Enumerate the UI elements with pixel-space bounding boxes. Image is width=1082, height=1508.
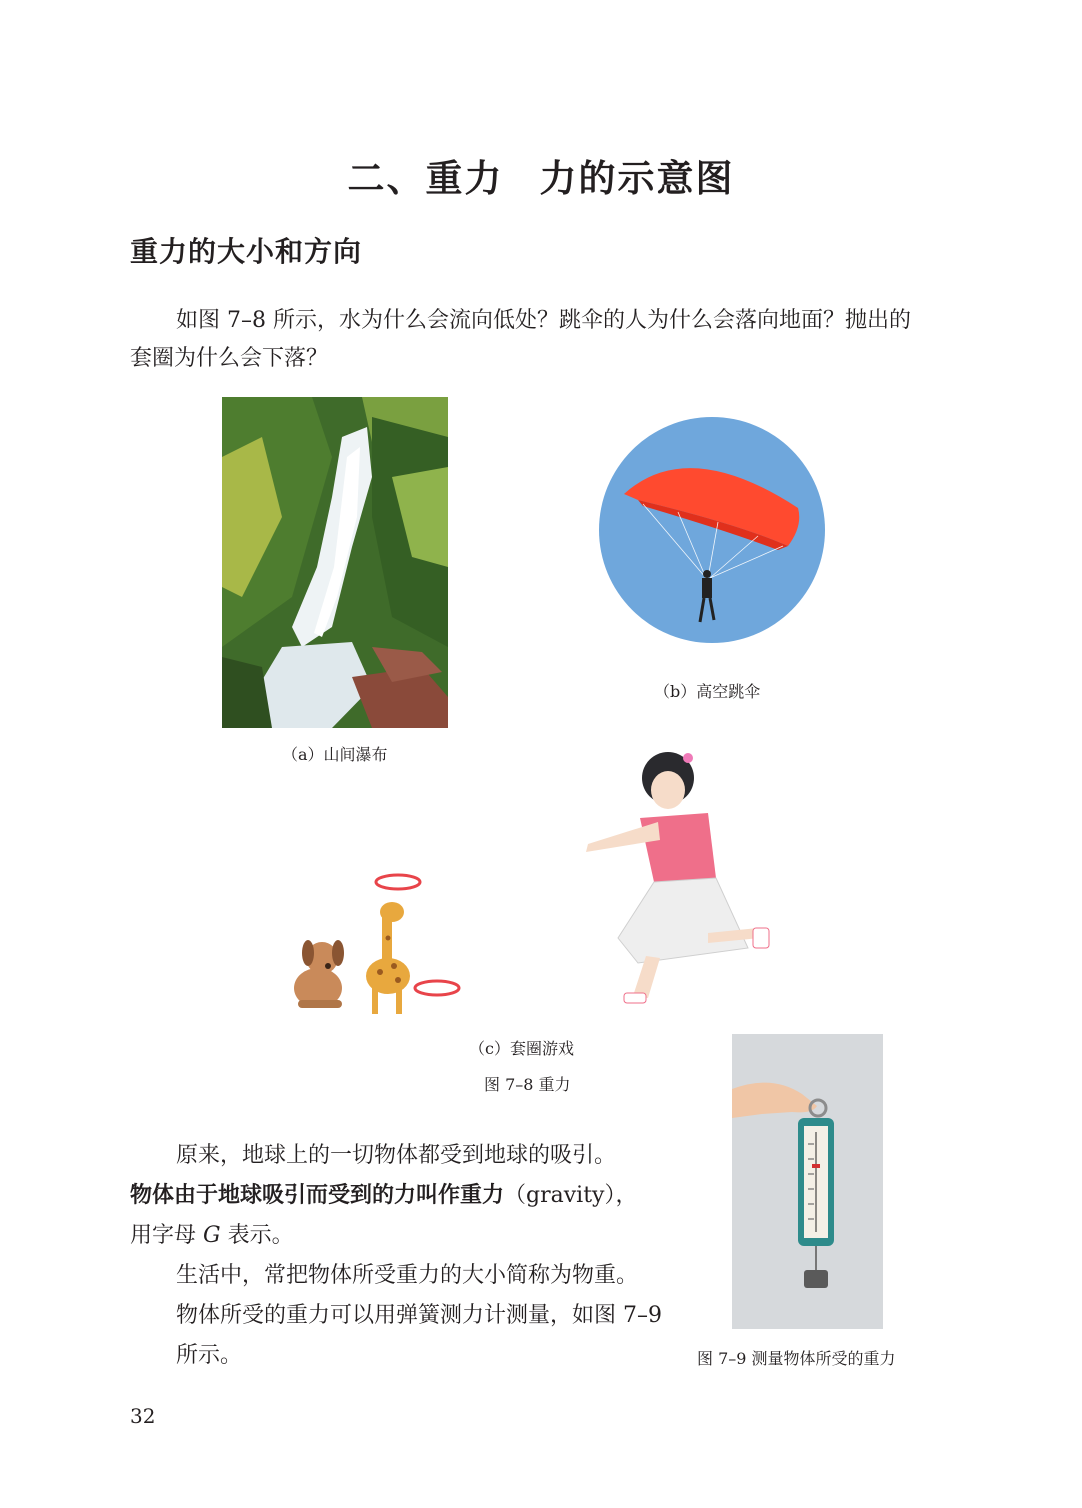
body-line-3 — [130, 1216, 690, 1256]
gravity-english: （gravity）， — [504, 1183, 638, 1208]
ring-toss-image — [288, 748, 788, 1018]
section-heading: 重力的大小和方向 — [130, 235, 363, 268]
intro-paragraph — [130, 302, 930, 378]
spring-scale-image — [732, 1034, 883, 1329]
body-line-1: 原来，地球上的一切物体都受到地球的吸引。 — [176, 1143, 617, 1168]
intro-text: 如图 7–8 所示，水为什么会流向低处？跳伞的人为什么会落向地面？抛出的套圈为什么会下落？ — [130, 308, 911, 371]
body-line-3-post: 表示。 — [220, 1223, 294, 1248]
body-line-3-pre: 用字母 — [130, 1223, 203, 1248]
caption-fig-7-8: 图 7–8 重力 — [484, 1075, 571, 1094]
letter-g: G — [203, 1223, 221, 1248]
parachute-image — [598, 416, 826, 644]
waterfall-image — [222, 397, 448, 728]
caption-fig-7-9: 图 7–9 测量物体所受的重力 — [697, 1349, 896, 1368]
gravity-definition: 物体由于地球吸引而受到的力叫作重力 — [130, 1183, 505, 1208]
title-part2: 力的示意图 — [539, 157, 735, 200]
page-title — [0, 148, 1082, 202]
page-number: 32 — [130, 1404, 156, 1428]
body-line-2 — [130, 1176, 690, 1216]
caption-a: （a）山间瀑布 — [282, 745, 388, 764]
caption-c: （c）套圈游戏 — [469, 1039, 574, 1058]
title-part1: 二、重力 — [347, 157, 504, 200]
body-line-4: 生活中，常把物体所受重力的大小简称为物重。 — [176, 1263, 639, 1288]
caption-b: （b）高空跳伞 — [654, 682, 761, 701]
body-line-5: 物体所受的重力可以用弹簧测力计测量，如图 7–9 所示。 — [176, 1303, 662, 1368]
body-text — [130, 1136, 690, 1376]
